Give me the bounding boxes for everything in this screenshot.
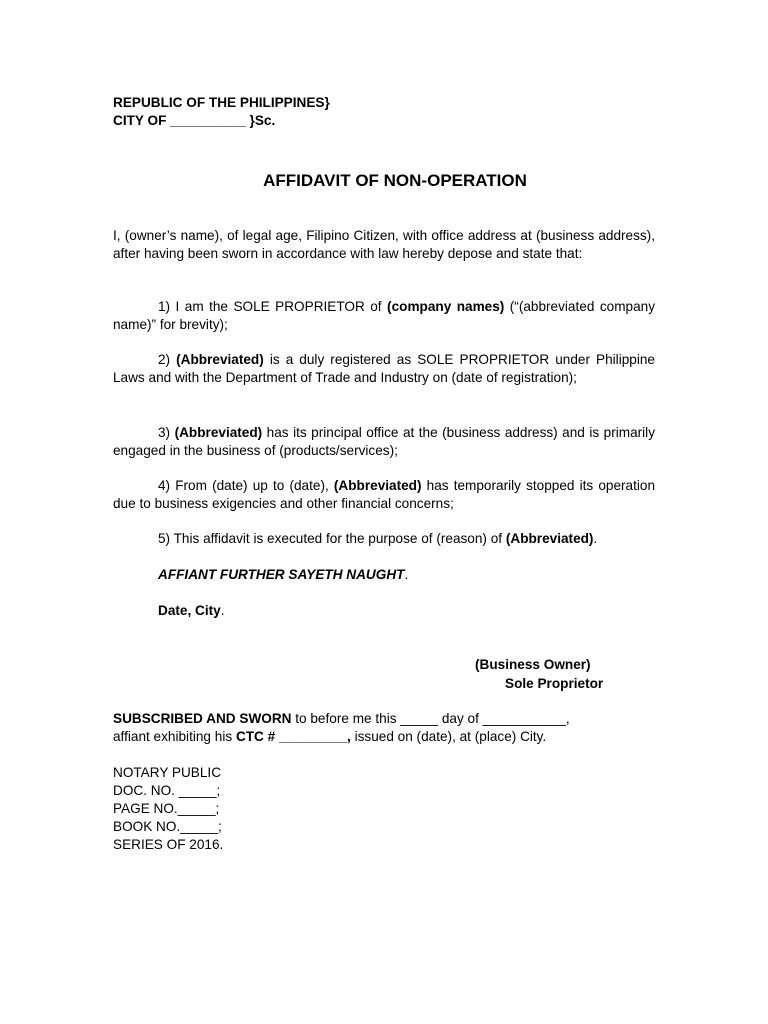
intro-paragraph: I, (owner’s name), of legal age, Filipino Citizen, with office address at (business address), after having been sworn in accordance with law hereby depose and state that: — [113, 228, 655, 261]
notary-page-no: PAGE NO._____; — [113, 801, 220, 816]
jurat-ctc: CTC # _________, — [235, 729, 351, 744]
item-3-abbrev: (Abbreviated) — [174, 425, 263, 440]
item-4-abbrev: (Abbreviated) — [333, 478, 422, 493]
item-2-abbrev: (Abbreviated) — [176, 352, 264, 367]
paragraph-item-3 — [113, 424, 655, 460]
item-1-text: 1) I am the SOLE PROPRIETOR of — [158, 299, 388, 314]
notary-series: SERIES OF 2016. — [113, 837, 224, 852]
signatory-name: (Business Owner) — [475, 657, 591, 672]
jurat-text-1: to before me this _____ day of ___________, — [291, 711, 570, 726]
item-3-text: 3) — [158, 425, 175, 440]
item-1-company: (company names) — [387, 299, 505, 314]
paragraph-item-1 — [113, 298, 655, 334]
venue-republic: REPUBLIC OF THE PHILIPPINES} — [113, 95, 330, 110]
document-title: AFFIDAVIT OF NON-OPERATION — [263, 171, 527, 190]
affiant-naught-line — [158, 566, 408, 584]
paragraph-item-5 — [113, 530, 655, 548]
affiant-naught: AFFIANT FURTHER SAYETH NAUGHT — [158, 567, 405, 582]
notary-book-no: BOOK NO._____; — [113, 819, 222, 834]
item-5-abbrev: (Abbreviated) — [505, 531, 594, 546]
date-city-end: . — [220, 603, 225, 618]
paragraph-item-2 — [113, 351, 655, 387]
jurat-line-2 — [113, 728, 546, 746]
notary-doc-no: DOC. NO. _____; — [113, 783, 221, 798]
notary-public: NOTARY PUBLIC — [113, 765, 222, 780]
item-3-rest: has its principal office at the (business address) and is primarily engaged in the business of (products/services); — [113, 425, 655, 458]
jurat-line-1 — [113, 710, 570, 728]
paragraph-item-4 — [113, 477, 655, 513]
date-city: Date, City — [158, 603, 221, 618]
signatory-title: Sole Proprietor — [505, 676, 604, 691]
item-2-text: 2) — [158, 352, 177, 367]
item-5-end: . — [593, 531, 598, 546]
jurat-text-2a: affiant exhibiting his — [113, 729, 236, 744]
item-1-rest: (“(abbreviated company name)” for brevity); — [113, 299, 655, 332]
item-4-rest: has temporarily stopped its operation due to business exigencies and other financial concerns; — [113, 478, 656, 511]
venue-city: CITY OF __________ }Sc. — [113, 113, 276, 128]
item-2-rest: is a duly registered as SOLE PROPRIETOR under Philippine Laws and with the Department of Trade and Industry on (date of registration); — [113, 352, 655, 385]
jurat-text-2b: issued on (date), at (place) City. — [350, 729, 547, 744]
jurat-heading: SUBSCRIBED AND SWORN — [113, 711, 292, 726]
affiant-naught-end: . — [404, 567, 409, 582]
item-5-text: 5) This affidavit is executed for the purpose of (reason) of — [158, 531, 506, 546]
item-4-text: 4) From (date) up to (date), — [158, 478, 334, 493]
date-city-line — [158, 602, 224, 620]
